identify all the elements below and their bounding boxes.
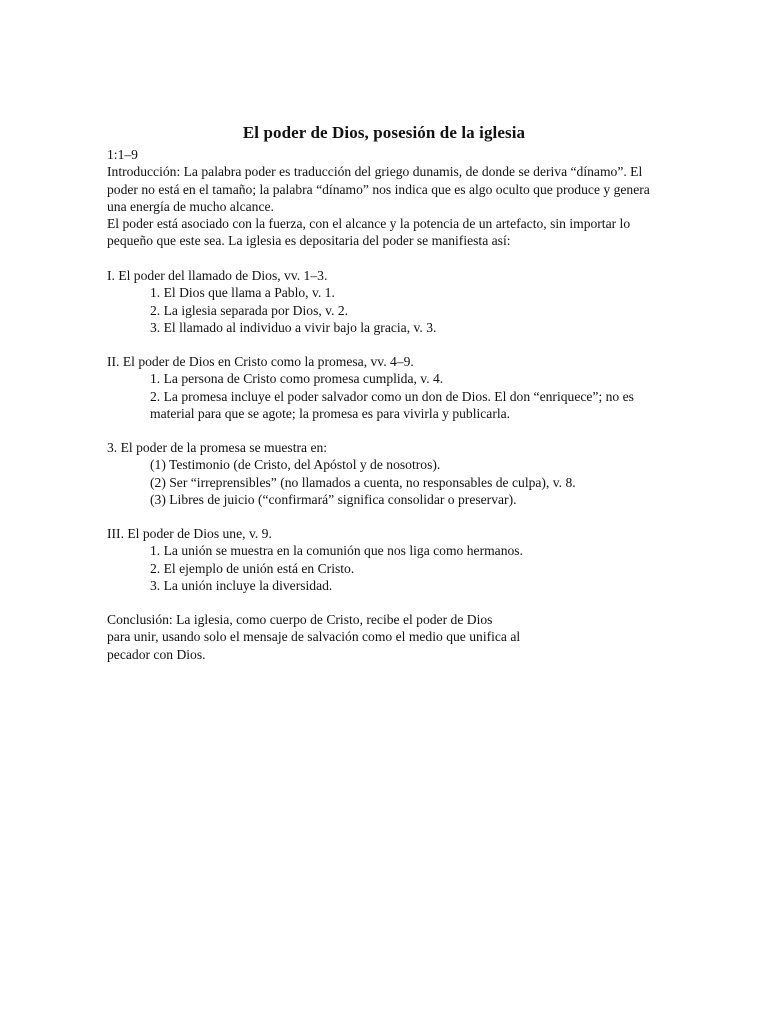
list-item: 2. El ejemplo de unión está en Cristo. — [150, 560, 355, 576]
intro-block — [107, 146, 667, 250]
section-heading: I. El poder del llamado de Dios, vv. 1–3. — [107, 268, 328, 283]
intro-line: Introducción: La palabra poder es traducción del griego dunamis, de donde se deriva “dínamo”. El — [107, 164, 643, 180]
list-item: (2) Ser “irreprensibles” (no llamados a cuenta, no responsables de culpa), v. 8. — [150, 474, 576, 490]
intro-line: pequeño que este sea. La iglesia es depositaria del poder se manifiesta así: — [107, 233, 511, 249]
list-item: 3. El llamado al individuo a vivir bajo la gracia, v. 3. — [150, 319, 437, 335]
intro-line: poder no está en el tamaño; la palabra “dínamo” nos indica que es algo oculto que produce y genera — [107, 181, 650, 197]
scripture-reference: 1:1–9 — [107, 147, 138, 162]
section-1 — [107, 267, 667, 336]
conclusion-line: Conclusión: La iglesia, como cuerpo de Cristo, recibe el poder de Dios — [107, 612, 493, 627]
list-item-continuation: material para que se agote; la promesa es para vivirla y publicarla. — [150, 405, 511, 421]
conclusion-line: pecador con Dios. — [107, 646, 206, 662]
list-item: 2. La promesa incluye el poder salvador como un don de Dios. El don “enriquece”; no es — [150, 388, 634, 404]
section-heading: II. El poder de Dios en Cristo como la promesa, vv. 4–9. — [107, 354, 414, 369]
section-heading: 3. El poder de la promesa se muestra en: — [107, 440, 328, 455]
conclusion-line: para unir, usando solo el mensaje de salvación como el medio que unifica al — [107, 629, 521, 645]
list-item: (1) Testimonio (de Cristo, del Apóstol y de nosotros). — [150, 457, 441, 473]
section-2 — [107, 353, 667, 422]
section-4 — [107, 525, 667, 594]
list-item: 1. La unión se muestra en la comunión que nos liga como hermanos. — [150, 543, 523, 559]
conclusion-block — [107, 611, 667, 663]
intro-line: El poder está asociado con la fuerza, con el alcance y la potencia de un artefacto, sin importar lo — [107, 216, 631, 232]
list-item: 3. La unión incluye la diversidad. — [150, 577, 333, 593]
list-item: 1. El Dios que llama a Pablo, v. 1. — [150, 285, 335, 301]
document-title: El poder de Dios, posesión de la iglesia — [242, 123, 526, 142]
intro-line: una energía de mucho alcance. — [107, 198, 274, 214]
list-item: 1. La persona de Cristo como promesa cumplida, v. 4. — [150, 371, 444, 387]
list-item: 2. La iglesia separada por Dios, v. 2. — [150, 302, 349, 318]
section-heading: III. El poder de Dios une, v. 9. — [107, 526, 272, 541]
list-item: (3) Libres de juicio (“confirmará” significa consolidar o preservar). — [150, 491, 517, 507]
section-3 — [107, 439, 667, 508]
